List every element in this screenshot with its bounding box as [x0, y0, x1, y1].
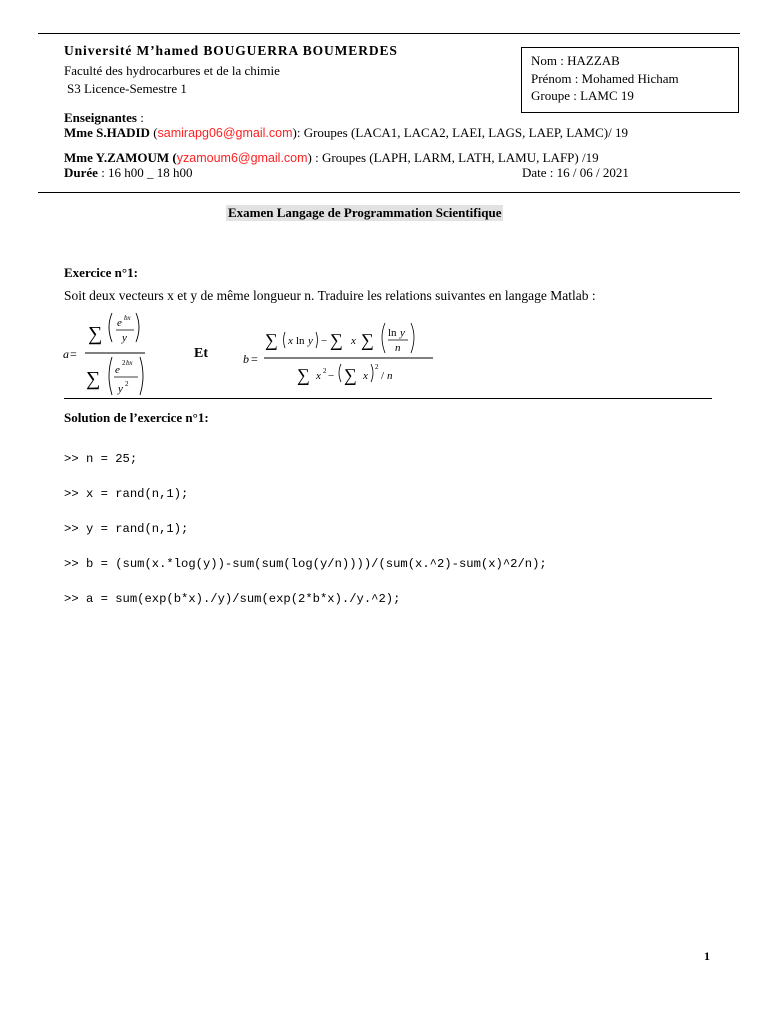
formula-a: [60, 308, 160, 400]
duration-value: : 16 h00 _ 18 h00: [97, 165, 193, 180]
svg-text:∑: ∑: [330, 330, 343, 350]
teacher1-line: [64, 125, 628, 141]
code-line: >> x = rand(n,1);: [64, 486, 189, 501]
svg-text:∑: ∑: [88, 323, 103, 345]
code-line: >> a = sum(exp(b*x)./y)/sum(exp(2*b*x)./y.^2);: [64, 591, 401, 606]
svg-text:−: −: [328, 370, 335, 382]
svg-text:∑: ∑: [86, 368, 101, 390]
student-name: Nom : HAZZAB: [531, 53, 620, 68]
teacher2-line: [64, 150, 599, 166]
svg-text:e: e: [115, 364, 120, 376]
student-info-box: [521, 47, 739, 113]
formula-b: [240, 318, 440, 390]
code-line: >> n = 25;: [64, 451, 138, 466]
svg-text:y: y: [400, 327, 405, 339]
code-line: >> b = (sum(x.*log(y))-sum(sum(log(y/n))))/(sum(x.^2)-sum(x)^2/n);: [64, 556, 547, 571]
svg-text:2: 2: [122, 359, 126, 367]
teachers-label: Enseignantes: [64, 110, 137, 125]
svg-text:a: a: [63, 347, 69, 361]
svg-text:∑: ∑: [265, 330, 278, 350]
svg-text:b: b: [243, 352, 249, 366]
svg-text:x: x: [351, 335, 356, 347]
faculty-name: Faculté des hydrocarbures et de la chimie: [64, 63, 280, 78]
svg-text:/: /: [381, 370, 385, 382]
header-rule: [38, 192, 740, 193]
svg-text:2: 2: [125, 380, 129, 388]
teacher1-open: (: [149, 125, 158, 140]
svg-text:x: x: [288, 335, 293, 347]
svg-text:y: y: [122, 332, 127, 344]
top-rule: [38, 33, 740, 34]
svg-text:2: 2: [375, 363, 379, 371]
svg-text:n: n: [387, 370, 393, 382]
student-firstname: Prénom : Mohamed Hicham: [531, 70, 679, 86]
teachers-heading: [64, 110, 144, 126]
exam-title: Examen Langage de Programmation Scientifique: [228, 205, 502, 220]
svg-text:e: e: [117, 317, 122, 329]
university-name: Université M’hamed BOUGUERRA BOUMERDES: [64, 43, 398, 58]
svg-text:∑: ∑: [361, 330, 374, 350]
teacher2-name: Mme Y.ZAMOUM (: [64, 150, 177, 165]
teacher1-groups: ): Groupes (LACA1, LACA2, LAEI, LAGS, LAEP, LAMC)/ 19: [292, 125, 628, 140]
exam-date: Date : 16 / 06 / 2021: [522, 165, 629, 180]
formula-connector: Et: [194, 346, 208, 361]
svg-text:y: y: [118, 383, 123, 395]
semester-label: S3 Licence-Semestre 1: [67, 81, 187, 96]
exercise-title: Exercice n°1:: [64, 265, 138, 280]
teachers-colon: :: [136, 110, 144, 125]
teacher1-email[interactable]: samirapg06@gmail.com: [157, 126, 293, 140]
svg-text:y: y: [308, 335, 313, 347]
teacher2-groups: ) : Groupes (LAPH, LARM, LATH, LAMU, LAFP) /19: [307, 150, 599, 165]
svg-text:∑: ∑: [344, 365, 357, 385]
svg-text:n: n: [395, 342, 401, 354]
svg-text:bx: bx: [126, 359, 133, 367]
exercise-rule: [64, 398, 712, 399]
svg-text:∑: ∑: [297, 365, 310, 385]
exercise-statement: Soit deux vecteurs x et y de même longueur n. Traduire les relations suivantes en langage Matlab :: [64, 288, 596, 303]
svg-text:=: =: [251, 352, 258, 366]
duration-label: Durée: [64, 165, 98, 180]
teacher1-name: Mme S.HADID: [64, 125, 150, 140]
student-group: Groupe : LAMC 19: [531, 88, 634, 103]
teacher2-email[interactable]: yzamoum6@gmail.com: [176, 151, 308, 165]
svg-text:ln: ln: [388, 327, 397, 339]
svg-text:x: x: [363, 370, 368, 382]
svg-text:x: x: [316, 370, 321, 382]
duration-line: [64, 165, 193, 181]
svg-text:2: 2: [323, 367, 327, 375]
svg-text:−: −: [321, 335, 328, 347]
solution-title: Solution de l’exercice n°1:: [64, 410, 209, 425]
page-number: 1: [704, 949, 710, 963]
svg-text:ln: ln: [296, 335, 305, 347]
code-line: >> y = rand(n,1);: [64, 521, 189, 536]
svg-text:bx: bx: [124, 314, 131, 322]
svg-text:=: =: [70, 347, 77, 361]
matlab-code-block: [64, 433, 547, 626]
